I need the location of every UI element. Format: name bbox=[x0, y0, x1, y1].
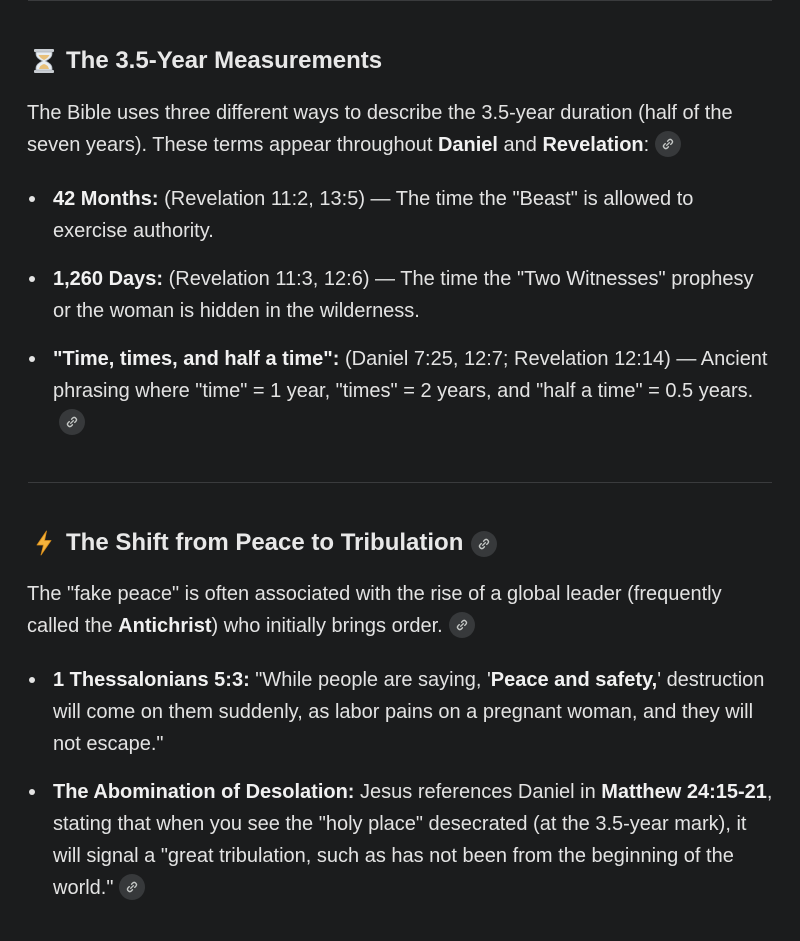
link-icon bbox=[477, 537, 491, 551]
measurements-list bbox=[0, 183, 800, 439]
source-link-button[interactable] bbox=[655, 131, 681, 157]
source-link-button[interactable] bbox=[471, 531, 497, 557]
list-item: "Time, times, and half a time": (Daniel 7:25, 12:7; Revelation 12:14) — Ancient phrasing where "time" = 1 year, "times" = 2 years, and "half a time" = 0.5 years. bbox=[0, 343, 773, 439]
section-heading-measurements bbox=[30, 47, 382, 75]
section-heading-tribulation bbox=[30, 529, 497, 557]
tribulation-list bbox=[0, 664, 800, 904]
bold-daniel: Daniel bbox=[437, 134, 498, 156]
list-item: 1,260 Days: (Revelation 11:3, 12:6) — The time the "Two Witnesses" prophesy or the woman is hidden in the wilderness. bbox=[0, 263, 773, 327]
hourglass-icon bbox=[30, 47, 58, 75]
section-intro: The Bible uses three different ways to describe the 3.5-year duration (half of the seven years). These terms appear throughout Daniel and Revelation: bbox=[27, 102, 733, 156]
bold-revelation: Revelation bbox=[542, 134, 644, 156]
source-link-button[interactable] bbox=[59, 409, 85, 435]
section-title: The Shift from Peace to Tribulation bbox=[66, 529, 464, 556]
link-icon bbox=[661, 137, 675, 151]
source-link-button[interactable] bbox=[119, 874, 145, 900]
source-link-button[interactable] bbox=[449, 612, 475, 638]
bullet bbox=[29, 276, 35, 282]
list-item: 1 Thessalonians 5:3: "While people are saying, 'Peace and safety,' destruction will come on them suddenly, as labor pains on a pregnant woman, and they will not escape." bbox=[0, 664, 773, 760]
link-icon bbox=[65, 415, 79, 429]
bullet bbox=[29, 677, 35, 683]
bullet bbox=[29, 356, 35, 362]
bullet bbox=[29, 789, 35, 795]
link-icon bbox=[125, 880, 139, 894]
list-item: 42 Months: (Revelation 11:2, 13:5) — The time the "Beast" is allowed to exercise authority. bbox=[0, 183, 773, 247]
section-title: The 3.5-Year Measurements bbox=[66, 47, 383, 74]
section-divider bbox=[28, 482, 772, 483]
top-divider bbox=[28, 0, 772, 1]
lightning-icon bbox=[30, 529, 58, 557]
list-item: The Abomination of Desolation: Jesus references Daniel in Matthew 24:15-21, stating that when you see the "holy place" desecrated (at the 3.5-year mark), it will signal a "great tribulation, such as has not been from the beginning of the world." bbox=[0, 776, 773, 904]
bullet bbox=[29, 196, 35, 202]
section-intro: The "fake peace" is often associated with the rise of a global leader (frequently called the Antichrist) who initially brings order. bbox=[27, 583, 722, 637]
bold-antichrist: Antichrist bbox=[118, 615, 212, 637]
link-icon bbox=[455, 618, 469, 632]
